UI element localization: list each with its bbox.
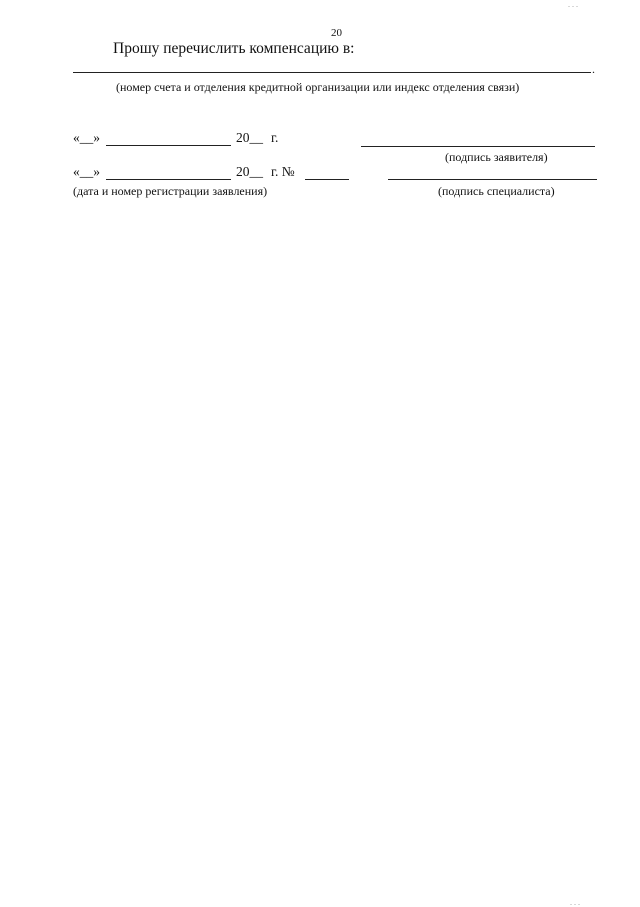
applicant-signature-line[interactable] <box>361 146 595 147</box>
specialist-signature-line[interactable] <box>388 179 597 180</box>
date-day-quote-2: «__» <box>73 164 100 179</box>
specialist-signature-caption: (подпись специалиста) <box>438 184 555 198</box>
date-year-suffix-2: г. № <box>271 164 295 179</box>
page-number: 20 <box>331 27 342 39</box>
registration-number-line[interactable] <box>305 179 349 180</box>
account-input-line[interactable] <box>73 72 591 73</box>
date-year-suffix-1: г. <box>271 130 279 145</box>
compensation-request-text: Прошу перечислить компенсацию в: <box>113 40 355 57</box>
date-month-line-1[interactable] <box>106 145 231 146</box>
date-year-prefix-2: 20__ <box>236 164 263 179</box>
date-day-quote-1: «__» <box>73 130 100 145</box>
date-year-prefix-1: 20__ <box>236 130 263 145</box>
scan-mark-top-right: . . . <box>568 0 578 9</box>
applicant-signature-caption: (подпись заявителя) <box>445 150 548 164</box>
scan-mark-bottom-right: . . . <box>570 898 580 907</box>
date-month-line-2[interactable] <box>106 179 231 180</box>
account-caption: (номер счета и отделения кредитной организации или индекс отделения связи) <box>116 80 520 94</box>
account-line-end: . <box>592 62 595 76</box>
registration-caption: (дата и номер регистрации заявления) <box>73 184 268 198</box>
